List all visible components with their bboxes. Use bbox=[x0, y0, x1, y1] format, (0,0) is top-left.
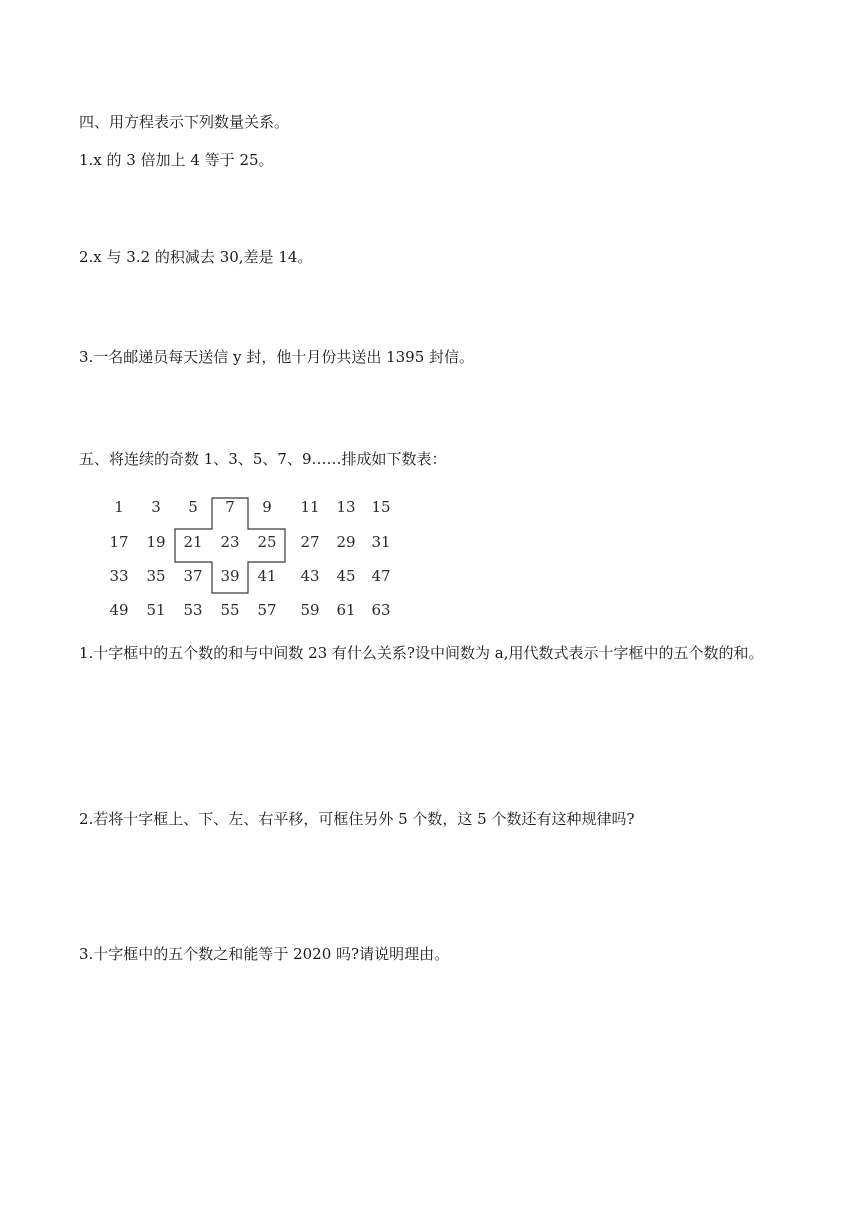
section-5-question-3: 3.十字框中的五个数之和能等于 2020 吗?请说明理由。 bbox=[79, 945, 450, 963]
section-4-question-3: 3.一名邮递员每天送信 y 封，他十月份共送出 1395 封信。 bbox=[79, 348, 475, 366]
table-cell: 27 bbox=[300, 533, 320, 551]
section-4-question-1: 1.x 的 3 倍加上 4 等于 25。 bbox=[79, 151, 274, 169]
table-cell: 43 bbox=[300, 567, 320, 585]
table-cell: 5 bbox=[188, 498, 198, 516]
section-4-title: 四、用方程表示下列数量关系。 bbox=[79, 113, 290, 131]
table-cell: 61 bbox=[336, 601, 356, 619]
table-cell: 57 bbox=[257, 601, 277, 619]
table-cell: 33 bbox=[109, 567, 129, 585]
section-5-title: 五、将连续的奇数 1、3、5、7、9……排成如下数表： bbox=[79, 450, 447, 468]
table-cell: 49 bbox=[109, 601, 129, 619]
table-cell: 13 bbox=[336, 498, 356, 516]
odd-number-table bbox=[100, 488, 400, 624]
table-cell: 45 bbox=[336, 567, 356, 585]
table-cell: 63 bbox=[371, 601, 391, 619]
table-cell: 21 bbox=[183, 533, 203, 551]
table-cell: 11 bbox=[300, 498, 320, 516]
table-cell: 53 bbox=[183, 601, 203, 619]
table-cell: 1 bbox=[114, 498, 124, 516]
table-cell: 47 bbox=[371, 567, 391, 585]
table-cell: 9 bbox=[262, 498, 272, 516]
table-cell: 35 bbox=[146, 567, 166, 585]
table-cell: 41 bbox=[257, 567, 277, 585]
table-cell: 37 bbox=[183, 567, 203, 585]
odd-number-table-graphic bbox=[100, 488, 400, 624]
table-cell: 23 bbox=[220, 533, 240, 551]
section-5-question-1: 1.十字框中的五个数的和与中间数 23 有什么关系?设中间数为 a,用代数式表示十字框中的五个数的和。 bbox=[79, 644, 764, 662]
table-cell: 3 bbox=[151, 498, 161, 516]
table-cell: 39 bbox=[220, 567, 240, 585]
table-cell: 19 bbox=[146, 533, 166, 551]
table-cell: 55 bbox=[220, 601, 240, 619]
table-cell: 51 bbox=[146, 601, 166, 619]
table-cell: 17 bbox=[109, 533, 129, 551]
table-cell: 59 bbox=[300, 601, 320, 619]
table-cell: 29 bbox=[336, 533, 356, 551]
table-cell: 25 bbox=[257, 533, 277, 551]
table-cell: 31 bbox=[371, 533, 391, 551]
table-cell: 7 bbox=[225, 498, 235, 516]
section-5-question-2: 2.若将十字框上、下、左、右平移，可框住另外 5 个数，这 5 个数还有这种规律吗? bbox=[79, 810, 635, 828]
section-4-question-2: 2.x 与 3.2 的积减去 30,差是 14。 bbox=[79, 248, 313, 266]
table-cell: 15 bbox=[371, 498, 391, 516]
